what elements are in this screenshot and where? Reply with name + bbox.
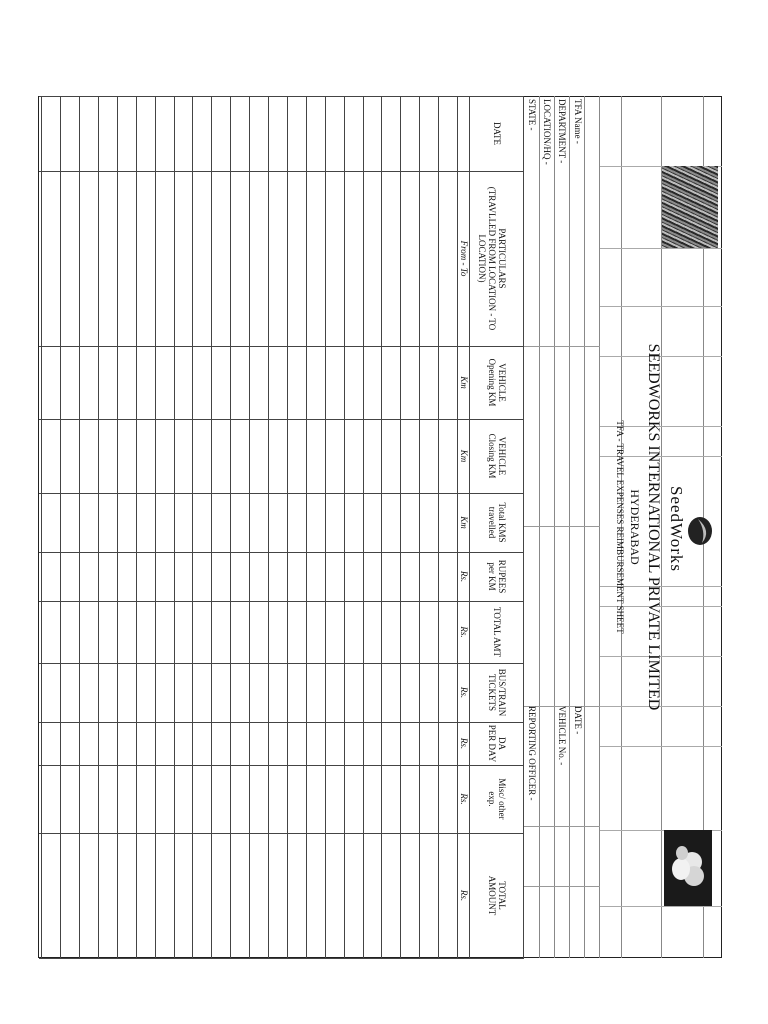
table-col-line — [39, 663, 524, 664]
column-header — [487, 493, 507, 552]
table-row — [287, 96, 288, 958]
table-col-line — [39, 493, 524, 494]
column-header-line: TOTAL AMT — [492, 606, 502, 658]
column-unit: Rs. — [459, 889, 469, 902]
column-header-line: BUS/TRAIN — [497, 668, 507, 717]
table-col-line — [39, 346, 524, 347]
column-header-line: RUPEES — [497, 559, 507, 594]
table-row — [174, 96, 175, 958]
header-rule — [539, 96, 540, 958]
border-bottom — [38, 96, 39, 958]
sheet-title: TFA - TRAVEL EXPENSES REIMBURSEMENT SHEET — [615, 420, 625, 634]
table-col-line — [39, 958, 524, 959]
department-label: DEPARTMENT - — [557, 99, 567, 164]
column-header-line: DATE — [492, 122, 502, 145]
column-unit: Rs. — [459, 737, 469, 750]
column-unit: Rs. — [459, 626, 469, 638]
column-unit: Rs. — [459, 686, 469, 699]
table-row — [211, 96, 212, 958]
column-header-line: VEHICLE — [497, 363, 507, 402]
column-unit: From - To — [459, 240, 469, 277]
table-row — [60, 96, 61, 958]
table-row — [381, 96, 382, 958]
table-row — [79, 96, 80, 958]
column-unit: Rs. — [459, 793, 469, 805]
column-header-line: travelled — [487, 506, 497, 539]
table-row — [155, 96, 156, 958]
column-header — [487, 346, 507, 419]
table-col-line — [39, 833, 524, 834]
table-row — [98, 96, 99, 958]
header-rule — [569, 96, 570, 958]
column-header — [487, 552, 507, 601]
form-rotated-frame — [38, 96, 722, 958]
column-header — [487, 833, 507, 958]
location-hq-label: LOCATION/HQ - — [542, 99, 552, 165]
table-row — [306, 96, 307, 958]
column-header — [487, 663, 507, 722]
column-header — [492, 601, 502, 663]
column-header — [492, 96, 502, 171]
column-header-line: DA — [497, 737, 507, 750]
column-header-line: Closing KM — [487, 433, 497, 479]
column-header — [487, 765, 507, 833]
column-header-line: VEHICLE — [497, 436, 507, 476]
column-unit: Rs. — [459, 570, 469, 583]
info-divider — [524, 526, 600, 527]
column-unit: Km — [459, 376, 469, 389]
column-header-line: AMOUNT — [487, 875, 497, 916]
logo-wordmark: SeedWorks — [667, 486, 686, 573]
info-divider — [524, 346, 600, 347]
table-col-line — [39, 96, 524, 97]
table-row — [400, 96, 401, 958]
column-header-line: TICKETS — [487, 674, 497, 711]
table-row — [344, 96, 345, 958]
column-header — [477, 171, 507, 346]
header-rule — [599, 96, 600, 958]
table-row — [136, 96, 137, 958]
cotton-boll-image — [664, 830, 712, 906]
table-row — [41, 96, 42, 958]
column-header-line: per KM — [487, 562, 497, 591]
date-label: DATE - — [573, 706, 583, 735]
table-header-rule — [469, 96, 470, 958]
table-col-line — [39, 552, 524, 553]
table-row — [325, 96, 326, 958]
table-unit-rule — [457, 96, 458, 958]
info-divider — [524, 826, 600, 827]
vehicle-no-label: VEHICLE No. - — [557, 706, 567, 766]
table-row — [363, 96, 364, 958]
expense-form — [38, 96, 722, 958]
column-header-line: PARTICULARS — [497, 228, 507, 289]
column-header-line: Opening KM — [487, 358, 497, 407]
info-divider — [524, 886, 600, 887]
table-top-rule — [523, 96, 524, 958]
table-col-line — [39, 171, 524, 172]
seed-logo-icon — [686, 514, 714, 548]
table-col-line — [39, 601, 524, 602]
table-row — [438, 96, 439, 958]
leaf-texture-image — [662, 166, 718, 248]
reporting-officer-label: REPORTING OFFICER - — [527, 706, 537, 801]
table-col-line — [39, 419, 524, 420]
table-row — [230, 96, 231, 958]
column-header — [487, 722, 507, 765]
column-header-line: Total KMS — [497, 502, 507, 543]
column-header — [487, 419, 507, 493]
column-unit: Km — [459, 516, 469, 529]
column-header-line: TOTAL — [497, 881, 507, 910]
tfa-name-label: TFA Name - — [573, 99, 583, 144]
seedworks-logo — [664, 456, 714, 606]
table-row — [419, 96, 420, 958]
header-rule — [554, 96, 555, 958]
border-top — [721, 96, 722, 958]
table-row — [249, 96, 250, 958]
table-col-line — [39, 765, 524, 766]
state-label: STATE - — [527, 99, 537, 131]
city-title: HYDERABAD — [628, 489, 642, 565]
table-col-line — [39, 722, 524, 723]
header-rule — [584, 96, 585, 958]
table-row — [268, 96, 269, 958]
column-header-line: PER DAY — [487, 724, 497, 763]
column-header-line: exp. — [487, 791, 497, 807]
column-unit: Km — [459, 449, 469, 463]
column-header-line: (TRAVLLED FROM LOCATION - TO LOCATION) — [477, 186, 497, 331]
column-header-line: Misc/ other — [497, 778, 507, 820]
table-row — [117, 96, 118, 958]
company-name: SEEDWORKS INTERNATIONAL PRIVATE LIMITED — [645, 343, 662, 711]
table-row — [192, 96, 193, 958]
